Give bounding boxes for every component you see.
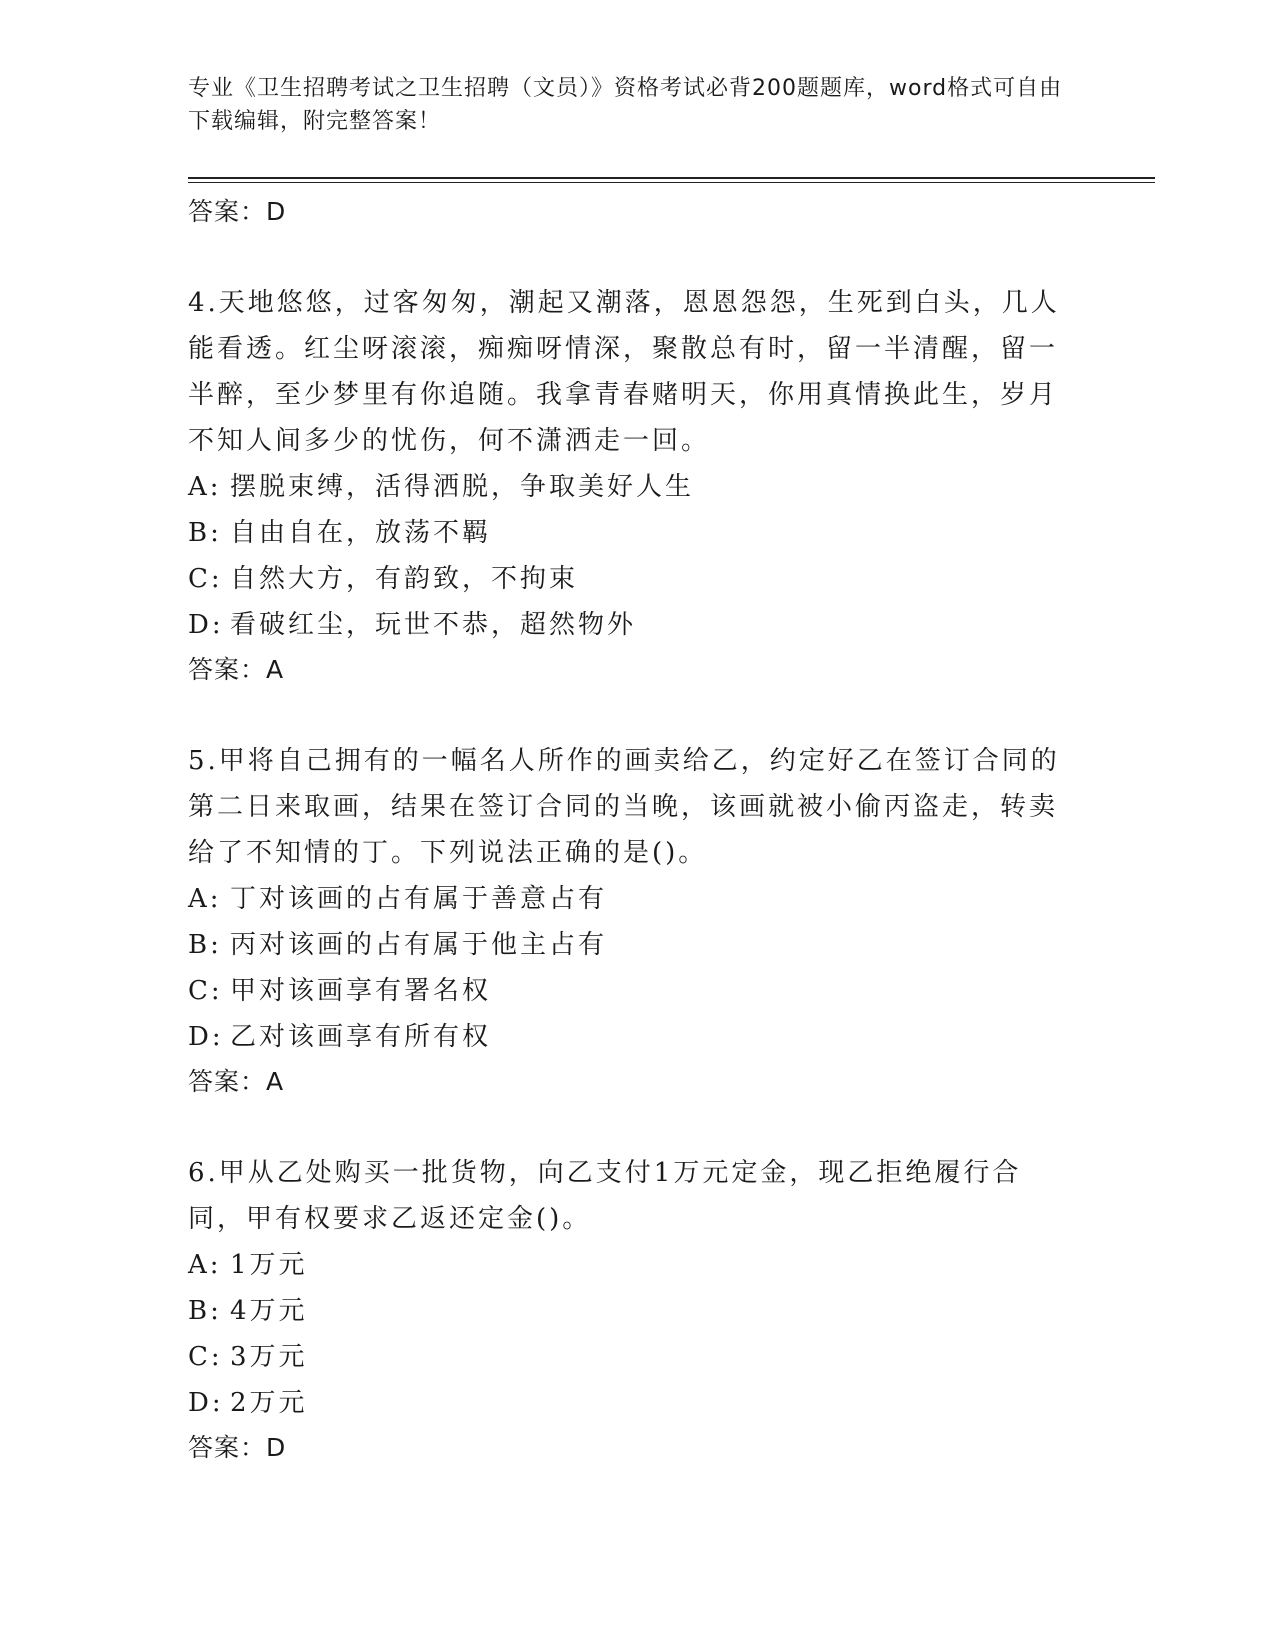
option-c	[188, 556, 1068, 602]
option-text: 1万元	[230, 1250, 308, 1280]
option-label: D:	[188, 1022, 224, 1052]
answer-line: 答案：A	[188, 655, 285, 684]
question-text: 5.甲将自己拥有的一幅名人所作的画卖给乙，约定好乙在签订合同的第二日来取画，结果在签订合同的当晚，该画就被小偷丙盗走，转卖给了不知情的丁。下列说法正确的是()。	[188, 746, 1060, 868]
option-c	[188, 1334, 1068, 1380]
option-label: B:	[188, 518, 222, 548]
option-text: 甲对该画享有署名权	[230, 976, 492, 1006]
answer-line: 答案：D	[188, 197, 287, 226]
option-a	[188, 464, 1068, 510]
answer-line: 答案：D	[188, 1433, 287, 1462]
option-text: 看破红尘，玩世不恭，超然物外	[230, 610, 637, 640]
question-text: 6.甲从乙处购买一批货物，向乙支付1万元定金，现乙拒绝履行合同，甲有权要求乙返还定金()。	[188, 1158, 1022, 1234]
option-label: A:	[188, 472, 222, 502]
question-4	[188, 280, 1068, 692]
header-rule-thick	[188, 177, 1155, 179]
option-text: 丙对该画的占有属于他主占有	[230, 930, 608, 960]
option-text: 自然大方，有韵致，不拘束	[230, 564, 579, 594]
document-body	[188, 190, 1068, 1470]
option-text: 3万元	[230, 1342, 308, 1372]
option-text: 4万元	[230, 1296, 308, 1326]
document-header: 专业《卫生招聘考试之卫生招聘（文员）》资格考试必背200题题库，word格式可自由下载编辑，附完整答案！	[188, 76, 1063, 134]
option-label: D:	[188, 1388, 224, 1418]
option-label: C:	[188, 976, 223, 1006]
option-text: 2万元	[230, 1388, 308, 1418]
option-text: 乙对该画享有所有权	[230, 1022, 492, 1052]
option-d	[188, 1380, 1068, 1426]
header-rule-thin	[188, 182, 1155, 183]
option-label: A:	[188, 884, 222, 914]
option-b	[188, 1288, 1068, 1334]
option-text: 丁对该画的占有属于善意占有	[230, 884, 608, 914]
option-b	[188, 922, 1068, 968]
question-5	[188, 738, 1068, 1104]
option-text: 摆脱束缚，活得洒脱，争取美好人生	[230, 472, 695, 502]
option-d	[188, 602, 1068, 648]
option-b	[188, 510, 1068, 556]
option-label: C:	[188, 1342, 223, 1372]
question-text: 4.天地悠悠，过客匆匆，潮起又潮落，恩恩怨怨，生死到白头，几人能看透。红尘呀滚滚，痴痴呀情深，聚散总有时，留一半清醒，留一半醉，至少梦里有你追随。我拿青春赌明天，你用真情换此生，岁月不知人间多少的忧伤，何不潇洒走一回。	[188, 288, 1060, 456]
option-c	[188, 968, 1068, 1014]
option-label: A:	[188, 1250, 222, 1280]
answer-line: 答案：A	[188, 1067, 285, 1096]
option-label: B:	[188, 930, 222, 960]
option-label: B:	[188, 1296, 222, 1326]
option-a	[188, 1242, 1068, 1288]
question-6	[188, 1150, 1068, 1470]
option-a	[188, 876, 1068, 922]
option-label: D:	[188, 610, 224, 640]
option-d	[188, 1014, 1068, 1060]
option-text: 自由自在，放荡不羁	[230, 518, 492, 548]
option-label: C:	[188, 564, 223, 594]
